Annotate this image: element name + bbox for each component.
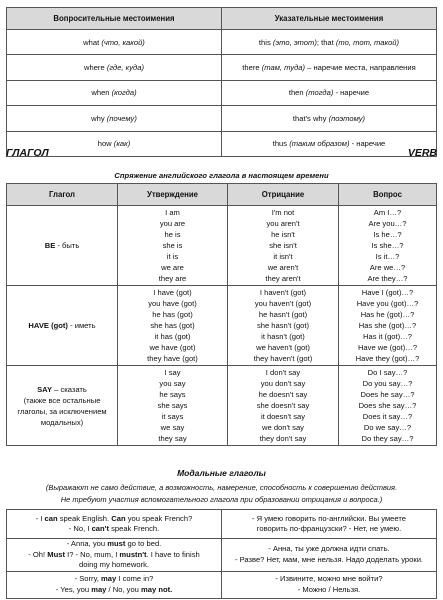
interrogative-cell <box>7 80 222 105</box>
conjugation-row <box>7 206 437 286</box>
affirm-form: I have (got) <box>153 288 192 297</box>
quest-form: Does she say…? <box>358 401 417 410</box>
verb-name <box>8 320 116 331</box>
modal-example-row <box>7 571 437 598</box>
demonstrative-note: – наречие места, направления <box>305 63 416 73</box>
quest-form: Do I say…? <box>367 368 408 377</box>
demonstrative-word: there <box>242 63 260 73</box>
affirm-form: I am <box>165 208 180 217</box>
neg-form: she isn't <box>269 241 297 250</box>
interrogative-translation: (почему) <box>106 113 137 123</box>
verb-name <box>8 384 116 395</box>
verb-meaning: - быть <box>55 241 80 250</box>
modal-text: speak English. <box>57 513 112 523</box>
interrogative-cell <box>7 30 222 55</box>
modal-example-row <box>7 510 437 539</box>
modal-text: speak French. <box>108 524 160 533</box>
neg-form: it isn't <box>273 252 293 261</box>
modal-text: - Sorry, <box>74 574 102 583</box>
neg-form: they haven't (got) <box>253 354 313 363</box>
quest-cell <box>339 366 437 446</box>
pronouns-table <box>6 7 437 157</box>
quest-form: Does it say…? <box>362 412 413 421</box>
modal-example-russian <box>222 510 437 539</box>
neg-form: you don't say <box>260 379 306 388</box>
modal-note-line-2: Не требуют участия вспомогательного глагола при образовании отрицания и вопроса.) <box>60 494 383 504</box>
affirm-form: I say <box>164 368 181 377</box>
neg-form: I'm not <box>271 208 295 217</box>
affirm-form: we are <box>161 263 184 272</box>
modal-title: Модальные глаголы <box>177 468 266 478</box>
affirm-form: she says <box>157 401 188 410</box>
modal-example-line <box>11 539 217 550</box>
verb-cell <box>7 206 118 286</box>
neg-cell <box>228 206 339 286</box>
verb-name <box>8 240 116 251</box>
quest-form: Do you say…? <box>362 379 413 388</box>
conjugation-row <box>7 286 437 366</box>
quest-form: Is she…? <box>371 241 404 250</box>
modal-verb: Can <box>111 513 126 523</box>
neg-cell <box>228 286 339 366</box>
modal-text: I come in? <box>116 574 154 583</box>
affirm-form: you are <box>159 219 186 228</box>
modal-text: you speak French? <box>125 513 193 523</box>
neg-form: you haven't (got) <box>254 299 312 308</box>
modal-example-line <box>11 560 217 571</box>
affirm-form: she has (got) <box>150 321 195 330</box>
modal-example-russian <box>222 571 437 598</box>
neg-form: we aren't <box>267 263 299 272</box>
quest-form: Am I…? <box>373 208 402 217</box>
modal-example-line <box>11 585 217 596</box>
quest-form: Have we (got)…? <box>357 343 418 352</box>
verb-meaning: – сказать <box>52 384 87 394</box>
affirm-cell <box>118 206 228 286</box>
modal-text: - No, I <box>68 524 92 533</box>
section-title-en: VERB <box>407 147 437 159</box>
modal-example-english <box>7 539 222 572</box>
verb-cell <box>7 286 118 366</box>
demonstrative-cell <box>222 106 437 131</box>
demonstrative-cell <box>222 30 437 55</box>
demonstrative-translation: (там, туда) <box>261 63 306 73</box>
demonstrative-cell <box>222 80 437 105</box>
affirm-form: you say <box>159 379 186 388</box>
neg-form: he hasn't (got) <box>258 310 308 319</box>
pronoun-row <box>7 106 437 131</box>
neg-form: it doesn't say <box>260 412 306 421</box>
modal-verb: can't <box>91 524 109 533</box>
interrogative-word: why <box>91 113 105 123</box>
pronouns-header-row <box>7 8 437 30</box>
quest-form: Is he…? <box>373 230 402 239</box>
verb-word: SAY <box>37 384 53 394</box>
modal-text: - I <box>35 513 45 523</box>
neg-form: it hasn't (got) <box>261 332 305 341</box>
neg-cell <box>228 366 339 446</box>
quest-form: Has it (got)…? <box>363 332 412 341</box>
demonstrative-translation-2: (то, тот, такой) <box>335 37 400 47</box>
neg-form: they don't say <box>259 434 307 443</box>
interrogative-translation: (что, какой) <box>101 37 145 47</box>
modal-example-line <box>11 574 217 585</box>
modal-text: I? - No, mum, I <box>64 549 120 559</box>
pronoun-row <box>7 30 437 55</box>
conjugation-header-row <box>7 184 437 206</box>
modal-translation-line: говорить по-французски? - Нет, не умею. <box>256 524 402 533</box>
section-title-ru: ГЛАГОЛ <box>6 147 49 159</box>
quest-cell <box>339 206 437 286</box>
demonstrative-word: then <box>288 88 304 98</box>
conjugation-table <box>6 183 437 446</box>
demonstrative-cell <box>222 55 437 80</box>
conjugation-header-negative: Отрицание <box>228 184 339 206</box>
quest-form: Are they…? <box>367 274 408 283</box>
modal-verb: may not. <box>141 584 173 594</box>
quest-form: Have I (got)…? <box>361 288 414 297</box>
demonstrative-word: thus <box>272 139 288 149</box>
quest-form: Has he (got)…? <box>360 310 415 319</box>
modal-translation-line: - Я умею говорить по-английски. Вы умеете <box>252 513 406 523</box>
neg-form: you aren't <box>266 219 300 228</box>
modal-note-line-1: (Выражают не само действие, а возможность, намерение, способность к совершению действия. <box>45 483 398 492</box>
neg-form: I don't say <box>265 368 301 377</box>
modal-example-row <box>7 539 437 572</box>
demonstrative-translation: (тогда) <box>305 88 334 98</box>
pronoun-row <box>7 55 437 80</box>
conjugation-header-verb: Глагол <box>7 184 118 206</box>
quest-form: Do they say…? <box>361 434 414 443</box>
quest-form: Do we say…? <box>363 423 412 432</box>
verb-word: HAVE <box>28 321 49 330</box>
interrogative-word: how <box>97 139 112 149</box>
modal-note <box>14 482 429 505</box>
neg-form: he isn't <box>271 230 295 239</box>
section-subtitle: Спряжение английского глагола в настоящем времени <box>114 171 329 180</box>
modal-examples-table <box>6 509 437 599</box>
modal-example-line <box>11 550 217 561</box>
verb-suffix: (got) <box>48 321 68 330</box>
pronouns-header-demonstrative: Указательные местоимения <box>222 8 437 30</box>
quest-form: Does he say…? <box>360 390 415 399</box>
demonstrative-translation: (это, этот) <box>272 37 317 47</box>
modal-text: - Anna, you <box>66 539 108 548</box>
quest-form: Have you (got)…? <box>356 299 419 308</box>
quest-form: Are we…? <box>369 263 406 272</box>
modal-example-english <box>7 510 222 539</box>
neg-form: they aren't <box>265 274 301 283</box>
modal-example-english <box>7 571 222 598</box>
neg-form: she doesn't say <box>256 401 310 410</box>
modal-translation-line: - Можно / Нельзя. <box>297 584 361 594</box>
demonstrative-note: - наречие <box>333 88 370 98</box>
demonstrative-note: - наречие <box>349 139 386 149</box>
neg-form: we haven't (got) <box>256 343 310 352</box>
affirm-form: she is <box>162 241 183 250</box>
modal-translation-line: - Разве? Нет, мам, мне нельзя. Надо доделать уроки. <box>234 554 424 564</box>
quest-form: Is it…? <box>375 252 400 261</box>
modal-verb: must <box>107 539 126 548</box>
modal-translation-line: - Анна, ты уже должна идти спать. <box>268 544 390 554</box>
modal-verb: may <box>91 584 107 594</box>
quest-form: Are you…? <box>368 219 407 228</box>
interrogative-cell <box>7 55 222 80</box>
modal-text: go to bed. <box>125 539 162 548</box>
verb-meaning: - иметь <box>67 321 96 330</box>
modal-text: doing my homework. <box>78 560 150 569</box>
conjugation-row <box>7 366 437 446</box>
modal-example-line <box>11 514 217 525</box>
affirm-form: we say <box>160 423 185 432</box>
affirm-form: he is <box>164 230 181 239</box>
modal-translation-line: - Извините, можно мне войти? <box>275 574 383 583</box>
interrogative-word: what <box>83 37 100 47</box>
modal-text: / No, you <box>106 584 142 594</box>
section-title <box>6 147 437 159</box>
conjugation-header-question: Вопрос <box>339 184 437 206</box>
affirm-form: he has (got) <box>152 310 193 319</box>
verb-meaning-extra: (также все остальные глаголы, за исключением модальных) <box>17 395 107 427</box>
affirm-form: he says <box>159 390 186 399</box>
affirm-cell <box>118 286 228 366</box>
neg-form: we don't say <box>262 423 304 432</box>
modal-verb: may <box>101 574 117 583</box>
affirm-form: they have (got) <box>147 354 198 363</box>
affirm-form: we have (got) <box>149 343 196 352</box>
modal-verb: Must <box>47 549 65 559</box>
demonstrative-translation: (таким образом) <box>289 139 350 149</box>
modal-example-russian <box>222 539 437 572</box>
quest-form: Have they (got)…? <box>355 354 420 363</box>
modal-verb: can <box>44 513 58 523</box>
verb-word: BE <box>44 241 56 250</box>
affirm-cell <box>118 366 228 446</box>
demonstrative-translation: (поэтому) <box>328 113 366 123</box>
neg-form: I haven't (got) <box>259 288 307 297</box>
interrogative-word: when <box>91 88 110 98</box>
quest-form: Has she (got)…? <box>358 321 417 330</box>
modal-text: . I have to finish <box>146 549 200 559</box>
affirm-form: it is <box>166 252 179 261</box>
affirm-form: it has (got) <box>154 332 191 341</box>
demonstrative-word: that's why <box>292 113 327 123</box>
modal-example-line <box>11 524 217 535</box>
modal-text: - Oh! <box>28 549 48 559</box>
interrogative-cell <box>7 106 222 131</box>
modal-text: - Yes, you <box>55 584 92 594</box>
verb-cell <box>7 366 118 446</box>
pronouns-header-interrogative: Вопросительные местоимения <box>7 8 222 30</box>
quest-cell <box>339 286 437 366</box>
affirm-form: they are <box>158 274 187 283</box>
interrogative-translation: (как) <box>113 139 131 149</box>
affirm-form: it says <box>161 412 184 421</box>
neg-form: he doesn't say <box>258 390 308 399</box>
affirm-form: you have (got) <box>148 299 197 308</box>
modal-verb: mustn't <box>119 549 147 559</box>
demonstrative-word: this <box>258 37 271 47</box>
interrogative-translation: (где, куда) <box>106 63 144 73</box>
pronoun-row <box>7 80 437 105</box>
neg-form: she hasn't (got) <box>256 321 310 330</box>
interrogative-translation: (когда) <box>111 88 137 98</box>
conjugation-header-affirmative: Утверждение <box>118 184 228 206</box>
affirm-form: they say <box>158 434 187 443</box>
interrogative-word: where <box>84 63 105 73</box>
demonstrative-word-2: ; that <box>316 37 334 47</box>
